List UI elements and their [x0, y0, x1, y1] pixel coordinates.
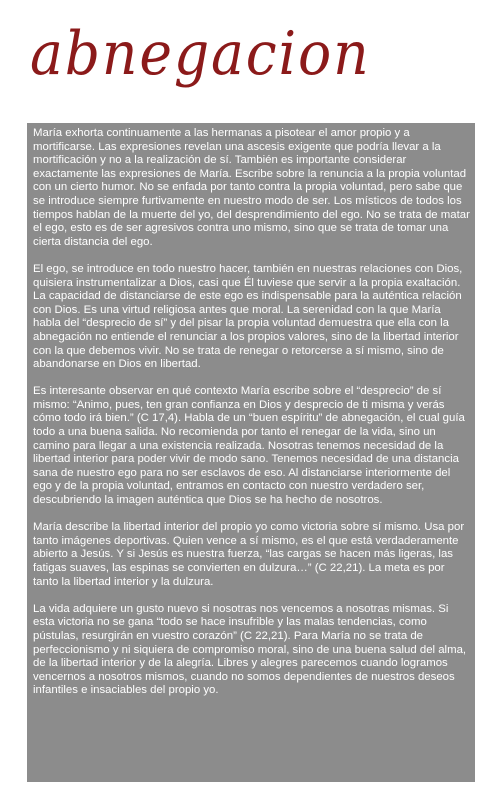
- article-panel: [27, 123, 475, 782]
- article-paragraph: Es interesante observar en qué contexto María escribe sobre el “desprecio” de sí mismo: “Animo, pues, ten gran confianza en Dios y desprecio de ti misma y verás cómo todo irá bien.” (C 17,4). Habla de un “buen espíritu” de abnegación, el cual guía todo a una buena salida. No recomienda por tanto el renegar de la vida, sino un camino para llegar a una existencia realizada. Nosotras tenemos necesidad de la libertad interior para poder vivir de modo sano. Tenemos necesidad de una distancia sana de nuestro ego para no ser esclavos de eso. Al distanciarse interiormente del ego y de la propia voluntad, entramos en contacto con nuestro verdadero ser, descubriendo la imagen auténtica que Dios se ha hecho de nosotros.: [33, 385, 465, 507]
- article-paragraph: María exhorta continuamente a las hermanas a pisotear el amor propio y a mortificarse. Las expresiones revelan una ascesis exigente que podría llevar a la mortificación y no a la realización de sí. También es importante considerar exactamente las expresiones de María. Escribe sobre la renuncia a la propia voluntad con un cierto humor. No se enfada por tanto contra la propia voluntad, pero sabe que se introduce siempre furtivamente en nuestro modo de ser. Los místicos de todos los tiempos hablan de la muerte del yo, del desprendimiento del ego. No se trata de matar el ego, esto es de ser agresivos contra uno mismo, sino que se trata de tomar una cierta distancia del ego.: [33, 127, 470, 248]
- article-paragraph: El ego, se introduce en todo nuestro hacer, también en nuestras relaciones con Dios, quisiera instrumentalizar a Dios, casi que Él tuviese que servir a la propia exaltación. La capacidad de distanciarse de este ego es indispensable para la auténtica relación con Dios. Es una virtud religiosa antes que moral. La serenidad con la que María habla del “desprecio de sí” y del pisar la propia voluntad demuestra que ella con la abnegación no entiende el renunciar a los propios valores, sino de la libertad interior con la que debemos vivir. No se trata de renegar o retorcerse a sí mismo, sino de abandonarse en Dios en libertad.: [33, 262, 463, 371]
- article-paragraph: María describe la libertad interior del propio yo como victoria sobre sí mismo. Usa por tanto imágenes deportivas. Quien vence a sí mismo, es el que está verdaderamente abierto a Jesús. Y si Jesús es nuestra fuerza, “las cargas se hacen más ligeras, las fatigas suaves, las espinas se convierten en dulzura…” (C 22,21). La meta es por tanto la libertad interior y la dulzura.: [33, 521, 465, 588]
- article-paragraph: La vida adquiere un gusto nuevo si nosotras nos vencemos a nosotras mismas. Si esta victoria no se gana “todo se hace insufrible y las malas tendencias, como pústulas, resurgirán en vuestro corazón” (C 22,21). Para María no se trata de perfeccionismo y ni siquiera de compromiso moral, sino de una buena salud del alma, de la libertad interior y de la alegría. Libres y alegres parecemos cuando logramos vencernos a nosotros mismos, cuando no somos dependientes de nuestros deseos infantiles e insaciables del propio yo.: [33, 602, 467, 697]
- page-title: abnegacion: [30, 19, 371, 89]
